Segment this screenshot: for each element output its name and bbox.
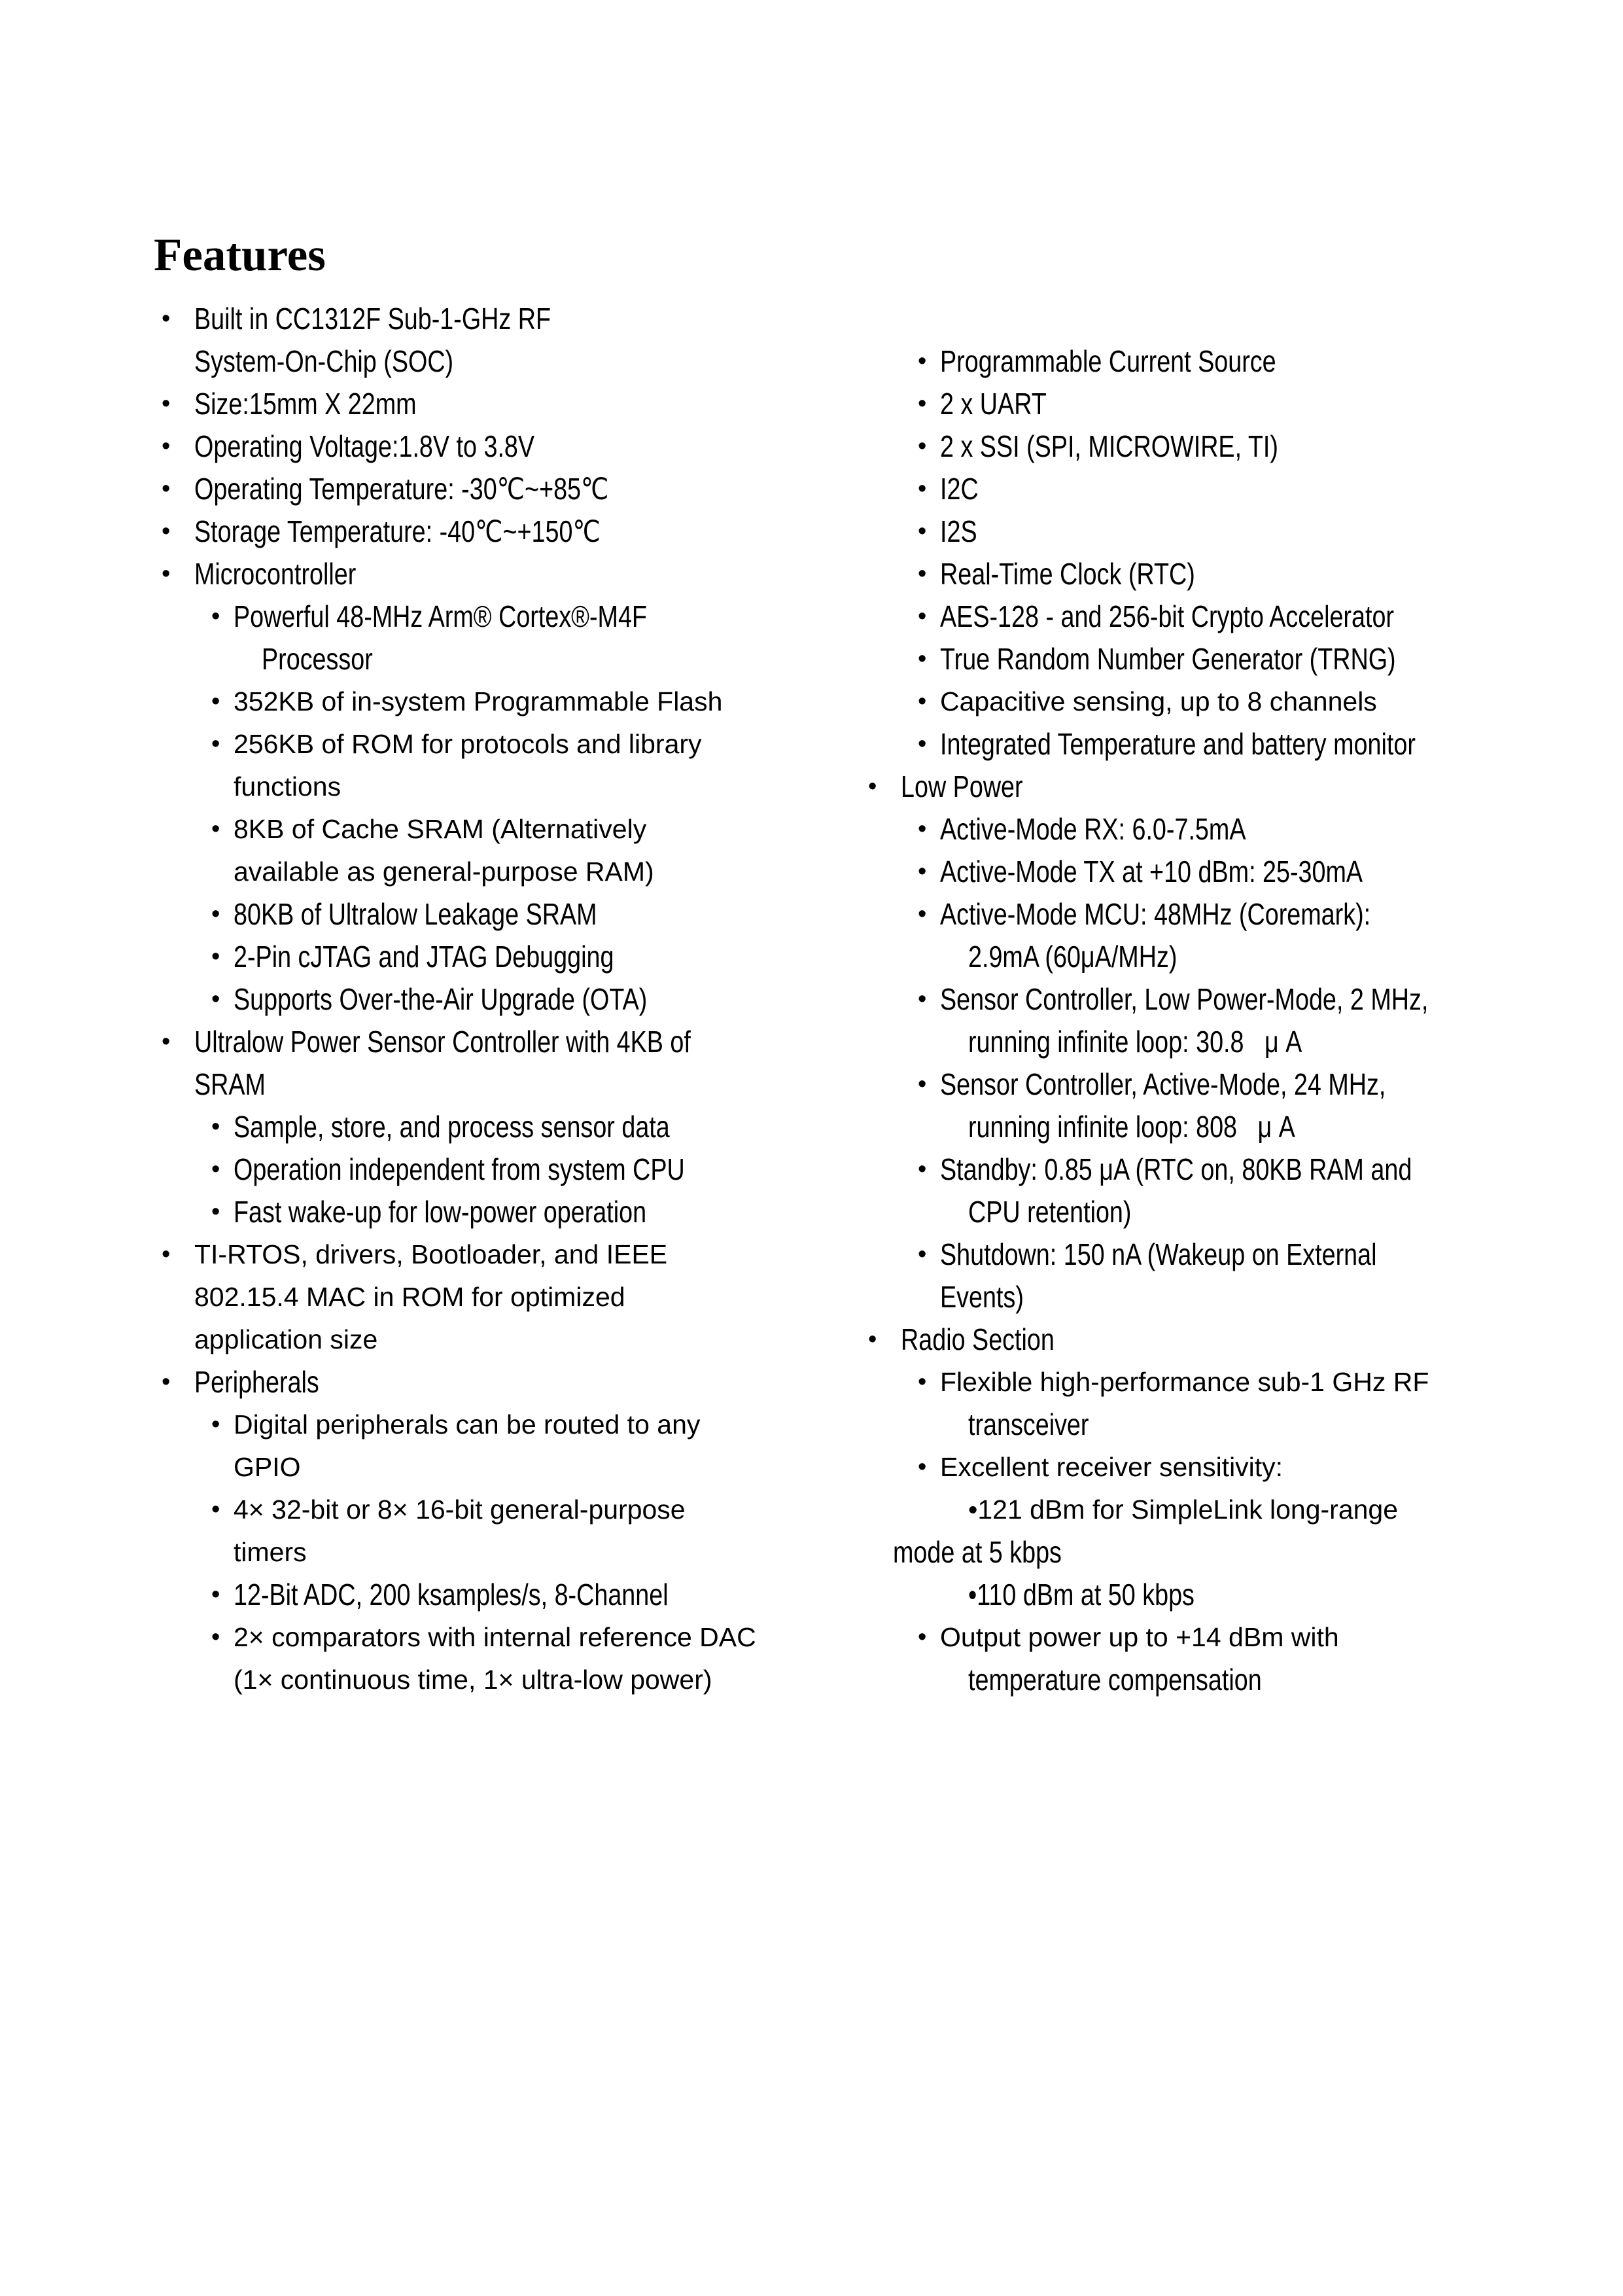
feature-text: Excellent receiver sensitivity: [940, 1452, 1283, 1482]
bullet-icon: • [162, 433, 171, 460]
feature-line [867, 595, 1586, 638]
feature-line [867, 1404, 1586, 1446]
feature-text: Sample, store, and process sensor data [234, 1110, 670, 1144]
bullet-icon: • [162, 305, 171, 332]
feature-line [160, 1318, 854, 1361]
bullet-icon: • [162, 390, 171, 417]
feature-text: 2 x UART [940, 387, 1047, 421]
feature-line [867, 978, 1586, 1021]
feature-line [160, 1531, 854, 1574]
bullet-icon: • [162, 475, 171, 503]
feature-text: 12-Bit ADC, 200 ksamples/s, 8-Channel [234, 1578, 669, 1612]
feature-line [867, 1531, 1586, 1574]
feature-line [160, 1446, 854, 1489]
feature-text: Operating Temperature: -30℃~+85℃ [194, 472, 609, 506]
bullet-icon: • [162, 560, 171, 588]
feature-text: functions [234, 771, 341, 802]
feature-text: 802.15.4 MAC in ROM for optimized [194, 1282, 625, 1312]
feature-text: timers [234, 1537, 307, 1567]
bullet-icon: • [162, 1241, 171, 1268]
feature-line [867, 1489, 1586, 1531]
bullet-icon: • [918, 985, 927, 1013]
feature-line [867, 1574, 1586, 1616]
feature-line [867, 936, 1586, 978]
feature-line [867, 638, 1586, 680]
feature-text: I2S [940, 514, 977, 548]
feature-text: Storage Temperature: -40℃~+150℃ [194, 514, 601, 548]
bullet-icon: • [211, 1623, 220, 1651]
feature-text: Sensor Controller, Active-Mode, 24 MHz, [940, 1067, 1386, 1101]
feature-line [867, 808, 1586, 851]
feature-line [867, 340, 1586, 383]
feature-text: Radio Section [901, 1322, 1055, 1356]
bullet-icon: • [918, 347, 927, 375]
bullet-icon: • [211, 1581, 220, 1608]
feature-text: Peripherals [194, 1365, 319, 1399]
feature-text: 2-Pin cJTAG and JTAG Debugging [234, 940, 614, 974]
bullet-icon: • [918, 1070, 927, 1098]
bullet-icon: • [211, 730, 220, 758]
feature-text: •110 dBm at 50 kbps [968, 1578, 1195, 1612]
feature-line [160, 1063, 854, 1106]
bullet-icon: • [211, 1198, 220, 1226]
bullet-icon: • [211, 688, 220, 715]
feature-line [867, 1233, 1586, 1276]
page-title: Features [154, 230, 326, 281]
bullet-icon: • [211, 1496, 220, 1523]
feature-text: Flexible high-performance sub-1 GHz RF [940, 1367, 1429, 1397]
bullet-icon: • [211, 985, 220, 1013]
bullet-icon: • [211, 1113, 220, 1140]
feature-text: CPU retention) [968, 1195, 1132, 1229]
bullet-icon: • [918, 730, 927, 758]
feature-line [867, 1616, 1586, 1659]
bullet-icon: • [918, 1368, 927, 1396]
features-right-column [867, 340, 1586, 1701]
features-left-column [160, 298, 854, 1701]
feature-text: transceiver [968, 1407, 1089, 1441]
feature-text: Powerful 48-MHz Arm® Cortex®-M4F [234, 599, 647, 633]
feature-line [160, 1191, 854, 1233]
bullet-icon: • [918, 900, 927, 928]
feature-text: TI-RTOS, drivers, Bootloader, and IEEE [194, 1239, 668, 1269]
feature-text: Built in CC1312F Sub-1-GHz RF [194, 302, 551, 336]
feature-text: •121 dBm for SimpleLink long-range [968, 1494, 1399, 1525]
feature-line [867, 1063, 1586, 1106]
bullet-icon: • [868, 773, 877, 800]
feature-text: 2 x SSI (SPI, MICROWIRE, TI) [940, 429, 1278, 463]
feature-line [160, 723, 854, 766]
feature-text: 8KB of Cache SRAM (Alternatively [234, 814, 647, 844]
bullet-icon: • [211, 900, 220, 928]
feature-line [867, 723, 1586, 766]
feature-text: Operating Voltage:1.8V to 3.8V [194, 429, 535, 463]
feature-line [160, 638, 854, 680]
feature-line [867, 468, 1586, 510]
feature-line [867, 425, 1586, 468]
feature-text: application size [194, 1324, 378, 1354]
feature-line [160, 425, 854, 468]
feature-text: Active-Mode MCU: 48MHz (Coremark): [940, 897, 1371, 931]
feature-text: Supports Over-the-Air Upgrade (OTA) [234, 982, 648, 1016]
feature-text: Capacitive sensing, up to 8 channels [940, 686, 1377, 716]
feature-line [160, 851, 854, 893]
bullet-icon: • [918, 390, 927, 417]
bullet-icon: • [162, 518, 171, 545]
feature-text: 256KB of ROM for protocols and library [234, 729, 702, 759]
feature-text: GPIO [234, 1452, 301, 1482]
feature-line [160, 1233, 854, 1276]
bullet-icon: • [211, 815, 220, 843]
feature-text: 2.9mA (60μA/MHz) [968, 940, 1178, 974]
feature-text: mode at 5 kbps [893, 1535, 1062, 1569]
feature-text: Shutdown: 150 nA (Wakeup on External [940, 1237, 1377, 1271]
feature-text: Low Power [901, 769, 1023, 804]
feature-line [160, 1616, 854, 1659]
bullet-icon: • [211, 603, 220, 630]
feature-line [867, 553, 1586, 595]
feature-text: Sensor Controller, Low Power-Mode, 2 MHz, [940, 982, 1429, 1016]
feature-line [867, 851, 1586, 893]
feature-line [160, 1489, 854, 1531]
feature-text: Ultralow Power Sensor Controller with 4KB of [194, 1025, 691, 1059]
feature-line [867, 680, 1586, 723]
feature-line [867, 1318, 1586, 1361]
feature-line [867, 766, 1586, 808]
bullet-icon: • [918, 815, 927, 843]
feature-text: 2× comparators with internal reference DAC [234, 1622, 756, 1652]
bullet-icon: • [211, 1411, 220, 1438]
feature-line [867, 1021, 1586, 1063]
bullet-icon: • [918, 1156, 927, 1183]
feature-line [160, 1404, 854, 1446]
feature-line [160, 893, 854, 936]
feature-text: running infinite loop: 808 μ A [968, 1110, 1295, 1144]
feature-line [867, 1446, 1586, 1489]
bullet-icon: • [162, 1028, 171, 1055]
feature-line [160, 1276, 854, 1318]
feature-line [160, 1361, 854, 1404]
feature-text: Integrated Temperature and battery monitor [940, 727, 1416, 761]
feature-line [160, 383, 854, 425]
feature-line [160, 468, 854, 510]
feature-text: Programmable Current Source [940, 344, 1276, 378]
feature-line [160, 510, 854, 553]
feature-line [867, 893, 1586, 936]
bullet-icon: • [918, 1241, 927, 1268]
feature-text: (1× continuous time, 1× ultra-low power) [234, 1665, 712, 1695]
feature-line [160, 595, 854, 638]
bullet-icon: • [918, 645, 927, 673]
feature-text: Events) [940, 1280, 1024, 1314]
feature-text: temperature compensation [968, 1663, 1262, 1697]
feature-text: I2C [940, 472, 979, 506]
bullet-icon: • [918, 1453, 927, 1481]
feature-text: Size:15mm X 22mm [194, 387, 417, 421]
feature-line [160, 298, 854, 340]
feature-text: System-On-Chip (SOC) [194, 344, 454, 378]
feature-line [867, 1191, 1586, 1233]
feature-line [160, 1574, 854, 1616]
feature-line [867, 1361, 1586, 1404]
bullet-icon: • [868, 1326, 877, 1353]
feature-text: 80KB of Ultralow Leakage SRAM [234, 897, 597, 931]
feature-line [160, 936, 854, 978]
bullet-icon: • [918, 518, 927, 545]
feature-text: Output power up to +14 dBm with [940, 1622, 1339, 1652]
feature-line [867, 1148, 1586, 1191]
bullet-icon: • [918, 858, 927, 885]
feature-line [867, 1276, 1586, 1318]
feature-line [867, 1659, 1586, 1701]
bullet-icon: • [918, 688, 927, 715]
feature-text: Operation independent from system CPU [234, 1152, 685, 1186]
feature-line [160, 340, 854, 383]
feature-text: True Random Number Generator (TRNG) [940, 642, 1396, 676]
feature-line [867, 383, 1586, 425]
feature-line [160, 1659, 854, 1701]
feature-line [160, 1021, 854, 1063]
feature-text: Microcontroller [194, 557, 357, 591]
bullet-icon: • [918, 475, 927, 503]
feature-text: SRAM [194, 1067, 266, 1101]
feature-text: AES-128 - and 256-bit Crypto Accelerator [940, 599, 1394, 633]
bullet-icon: • [162, 1368, 171, 1396]
feature-line [160, 978, 854, 1021]
feature-text: Fast wake-up for low-power operation [234, 1195, 647, 1229]
bullet-icon: • [918, 1623, 927, 1651]
feature-text: Active-Mode TX at +10 dBm: 25-30mA [940, 855, 1363, 889]
bullet-icon: • [918, 560, 927, 588]
bullet-icon: • [918, 603, 927, 630]
feature-text: 352KB of in-system Programmable Flash [234, 686, 723, 716]
feature-line [867, 510, 1586, 553]
feature-text: Processor [262, 642, 373, 676]
feature-text: running infinite loop: 30.8 μ A [968, 1025, 1302, 1059]
bullet-icon: • [211, 943, 220, 970]
bullet-icon: • [211, 1156, 220, 1183]
feature-line [160, 1106, 854, 1148]
feature-line [160, 680, 854, 723]
bullet-icon: • [918, 433, 927, 460]
feature-line [160, 1148, 854, 1191]
feature-line [160, 553, 854, 595]
feature-text: Digital peripherals can be routed to any [234, 1409, 701, 1439]
feature-line [160, 808, 854, 851]
feature-line [867, 1106, 1586, 1148]
feature-text: available as general-purpose RAM) [234, 857, 654, 887]
feature-text: Active-Mode RX: 6.0-7.5mA [940, 812, 1246, 846]
feature-line [160, 766, 854, 808]
feature-text: 4× 32-bit or 8× 16-bit general-purpose [234, 1494, 686, 1525]
feature-text: Real-Time Clock (RTC) [940, 557, 1195, 591]
feature-text: Standby: 0.85 μA (RTC on, 80KB RAM and [940, 1152, 1412, 1186]
